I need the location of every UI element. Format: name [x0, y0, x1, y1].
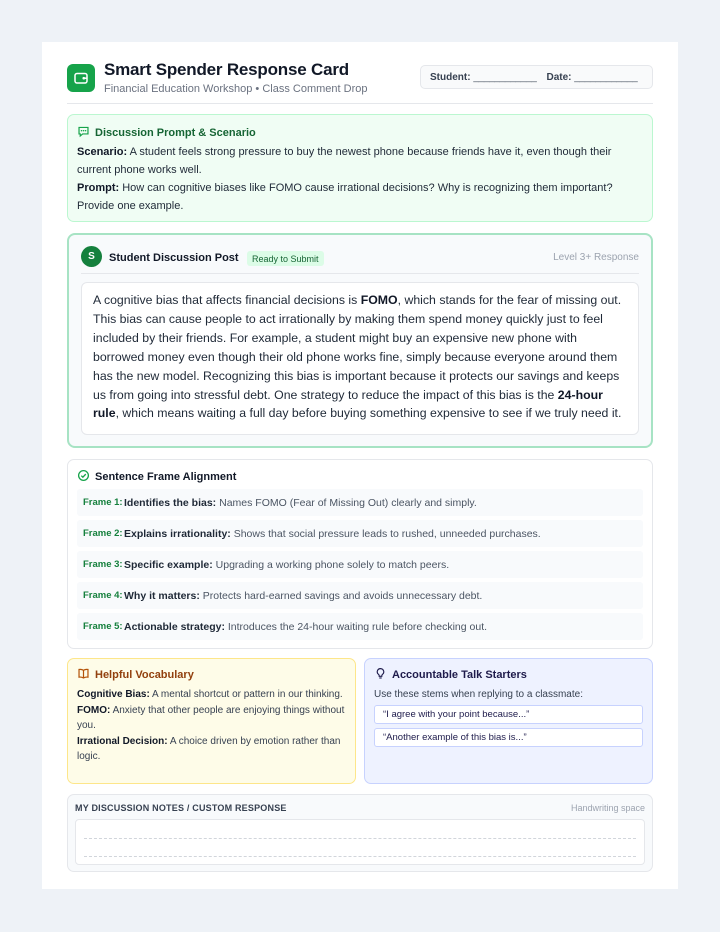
writing-line	[84, 838, 636, 839]
lightbulb-icon	[374, 667, 387, 683]
notes-writing-area[interactable]	[75, 819, 645, 865]
talk-instructions: Use these stems when replying to a classmate:	[374, 689, 583, 700]
vocab-item: Irrational Decision: A choice driven by emotion rather than logic.	[77, 736, 341, 762]
notes-heading: MY DISCUSSION NOTES / CUSTOM RESPONSE	[75, 803, 287, 813]
prompt-card	[67, 114, 653, 222]
scenario-text: Scenario: A student feels strong pressure to buy the newest phone because friends have it, even though their current phone works well.	[77, 146, 612, 176]
frame-item: Frame 3: Specific example: Upgrading a working phone solely to match peers.	[77, 551, 643, 578]
talk-starter[interactable]: “Another example of this bias is...”	[374, 728, 643, 747]
response-card-page	[42, 42, 678, 889]
frame-item: Frame 4: Why it matters: Protects hard-earned savings and avoids unnecessary debt.	[77, 582, 643, 609]
frame-item: Frame 5: Actionable strategy: Introduces the 24-hour waiting rule before checking out.	[77, 613, 643, 640]
wallet-icon	[67, 64, 95, 92]
sentence-frames-card	[67, 459, 653, 649]
student-field[interactable]: Student: ____________	[430, 71, 537, 83]
writing-line	[84, 856, 636, 857]
page-subtitle: Financial Education Workshop • Class Comment Drop	[104, 83, 368, 95]
student-post-card	[67, 233, 653, 448]
vocab-item: FOMO: Anxiety that other people are enjoying things without you.	[77, 705, 345, 731]
talk-heading: Accountable Talk Starters	[392, 669, 527, 681]
notes-card	[67, 794, 653, 872]
vocab-item: Cognitive Bias: A mental shortcut or pattern in our thinking.	[77, 689, 343, 700]
talk-starters-card	[364, 658, 653, 784]
post-divider	[81, 273, 639, 274]
card-header	[67, 60, 653, 104]
student-date-box[interactable]	[420, 65, 653, 89]
frame-item: Frame 2: Explains irrationality: Shows that social pressure leads to rushed, unneeded purchases.	[77, 520, 643, 547]
vocab-heading: Helpful Vocabulary	[95, 669, 194, 681]
frames-heading: Sentence Frame Alignment	[95, 471, 237, 483]
prompt-heading: Discussion Prompt & Scenario	[95, 127, 256, 139]
post-body[interactable]: A cognitive bias that affects financial decisions is FOMO, which stands for the fear of missing out. This bias can cause people to act irrationally by making them spend money quickly just to feel included by their friends. For example, a student might buy an expensive new phone with borrowed money even though their old phone works fine, simply because everyone around them has the new model. Recognizing this bias is important because it protects our savings and keeps us from going into stressful debt. One strategy to reduce the impact of this bias is the 24-hour rule, which means waiting a full day before buying something expensive to see if we truly need it.	[81, 282, 639, 435]
level-label: Level 3+ Response	[553, 252, 639, 263]
avatar: S	[81, 246, 102, 267]
book-icon	[77, 667, 90, 683]
chat-bubble-icon	[77, 125, 90, 141]
check-circle-icon	[77, 469, 90, 485]
date-field[interactable]: Date: ____________	[546, 71, 638, 83]
frame-item: Frame 1: Identifies the bias: Names FOMO (Fear of Missing Out) clearly and simply.	[77, 489, 643, 516]
vocabulary-card	[67, 658, 356, 784]
talk-starter[interactable]: “I agree with your point because...”	[374, 705, 643, 724]
status-badge: Ready to Submit	[247, 251, 324, 266]
page-title: Smart Spender Response Card	[104, 60, 349, 79]
post-title: Student Discussion Post	[109, 252, 239, 264]
notes-hint: Handwriting space	[570, 803, 645, 813]
prompt-text: Prompt: How can cognitive biases like FOMO cause irrational decisions? Why is recognizing them important? Provide one example.	[77, 182, 613, 212]
header-divider	[67, 103, 653, 104]
